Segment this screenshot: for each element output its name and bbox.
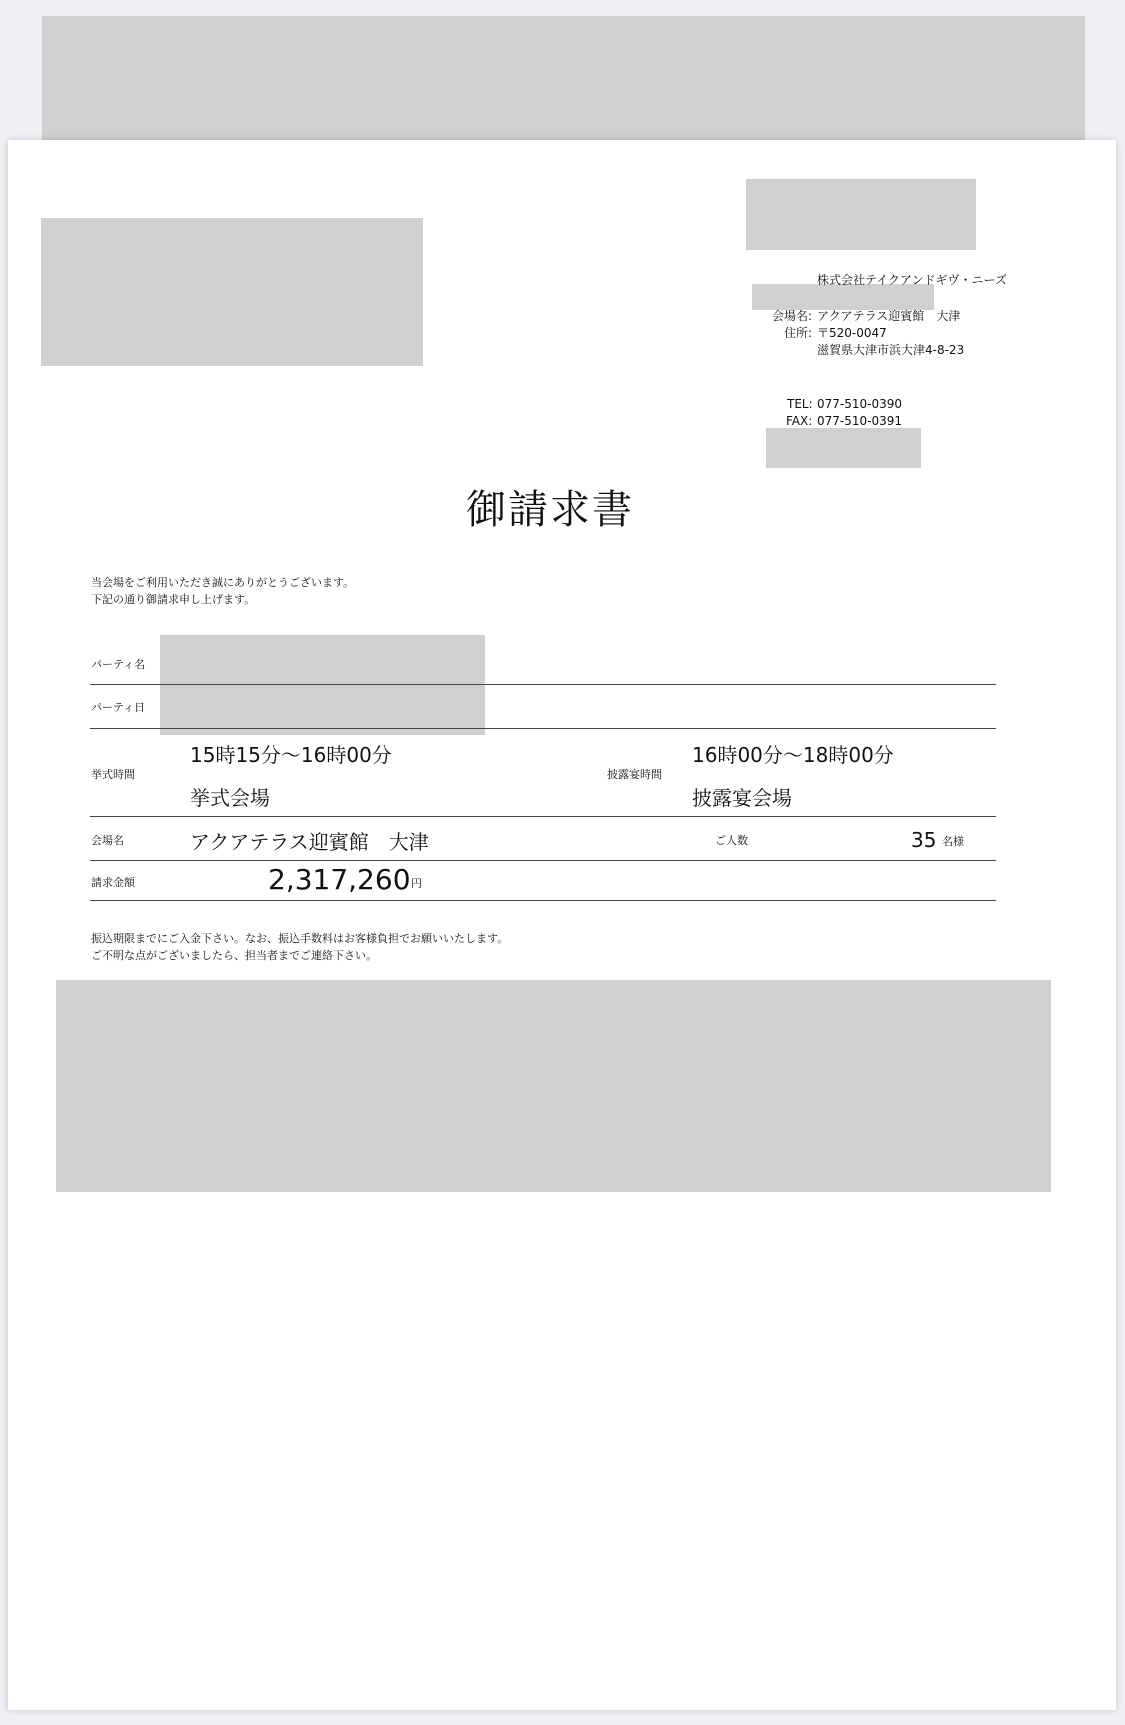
redacted-header-block <box>42 16 1085 154</box>
sender-fax: 077-510-0391 <box>817 414 903 428</box>
sender-company: 株式会社テイクアンドギヴ・ニーズ <box>817 273 1007 287</box>
table-rule <box>90 900 996 901</box>
ceremony-venue: 挙式会場 <box>190 786 270 810</box>
party-date-label: パーティ日 <box>91 701 146 714</box>
venue-name-label: 会場名 <box>91 834 124 847</box>
sender-fax-label: FAX: <box>786 414 813 428</box>
sender-tel-label: TEL: <box>787 397 813 411</box>
table-rule <box>90 860 996 861</box>
redacted-recipient-block <box>41 218 423 366</box>
table-rule <box>90 684 996 685</box>
sender-venue-label: 会場名: <box>772 309 813 323</box>
amount-unit: 円 <box>411 877 422 890</box>
sender-tel: 077-510-0390 <box>817 397 903 411</box>
reception-time: 16時00分〜18時00分 <box>692 743 894 767</box>
invoice-amount: 2,317,260 <box>268 863 411 896</box>
greeting-line-2: 下記の通り御請求申し上げます。 <box>91 593 256 606</box>
greeting-line-1: 当会場をご利用いただき誠にありがとうございます。 <box>91 576 355 589</box>
sender-address-label: 住所: <box>784 326 813 340</box>
sender-address: 滋賀県大津市浜大津4-8-23 <box>817 343 965 357</box>
reception-time-label: 披露宴時間 <box>607 768 662 781</box>
amount-label: 請求金額 <box>91 876 135 889</box>
party-name-label: パーティ名 <box>91 658 146 671</box>
ceremony-time: 15時15分〜16時00分 <box>190 743 392 767</box>
document-title: 御請求書 <box>466 487 634 533</box>
ceremony-time-label: 挙式時間 <box>91 768 135 781</box>
table-rule <box>90 728 996 729</box>
guests-unit: 名様 <box>942 835 964 848</box>
invoice-page <box>8 140 1116 1710</box>
reception-venue: 披露宴会場 <box>692 786 792 810</box>
redacted-logo-block <box>746 179 976 250</box>
redacted-bank-info <box>56 980 1051 1192</box>
footer-note-2: ご不明な点がございましたら、担当者までご連絡下さい。 <box>91 949 377 962</box>
redacted-party-details <box>160 635 485 735</box>
guests-count: 35 <box>911 828 937 852</box>
table-rule <box>90 816 996 817</box>
venue-name: アクアテラス迎賓館 大津 <box>190 830 429 854</box>
redacted-stamp-block <box>766 428 921 468</box>
sender-postal: 〒520-0047 <box>817 326 887 340</box>
guests-label: ご人数 <box>715 834 748 847</box>
footer-note-1: 振込期限までにご入金下さい。なお、振込手数料はお客様負担でお願いいたします。 <box>91 932 509 945</box>
sender-venue-value: アクアテラス迎賓館 大津 <box>817 309 961 323</box>
